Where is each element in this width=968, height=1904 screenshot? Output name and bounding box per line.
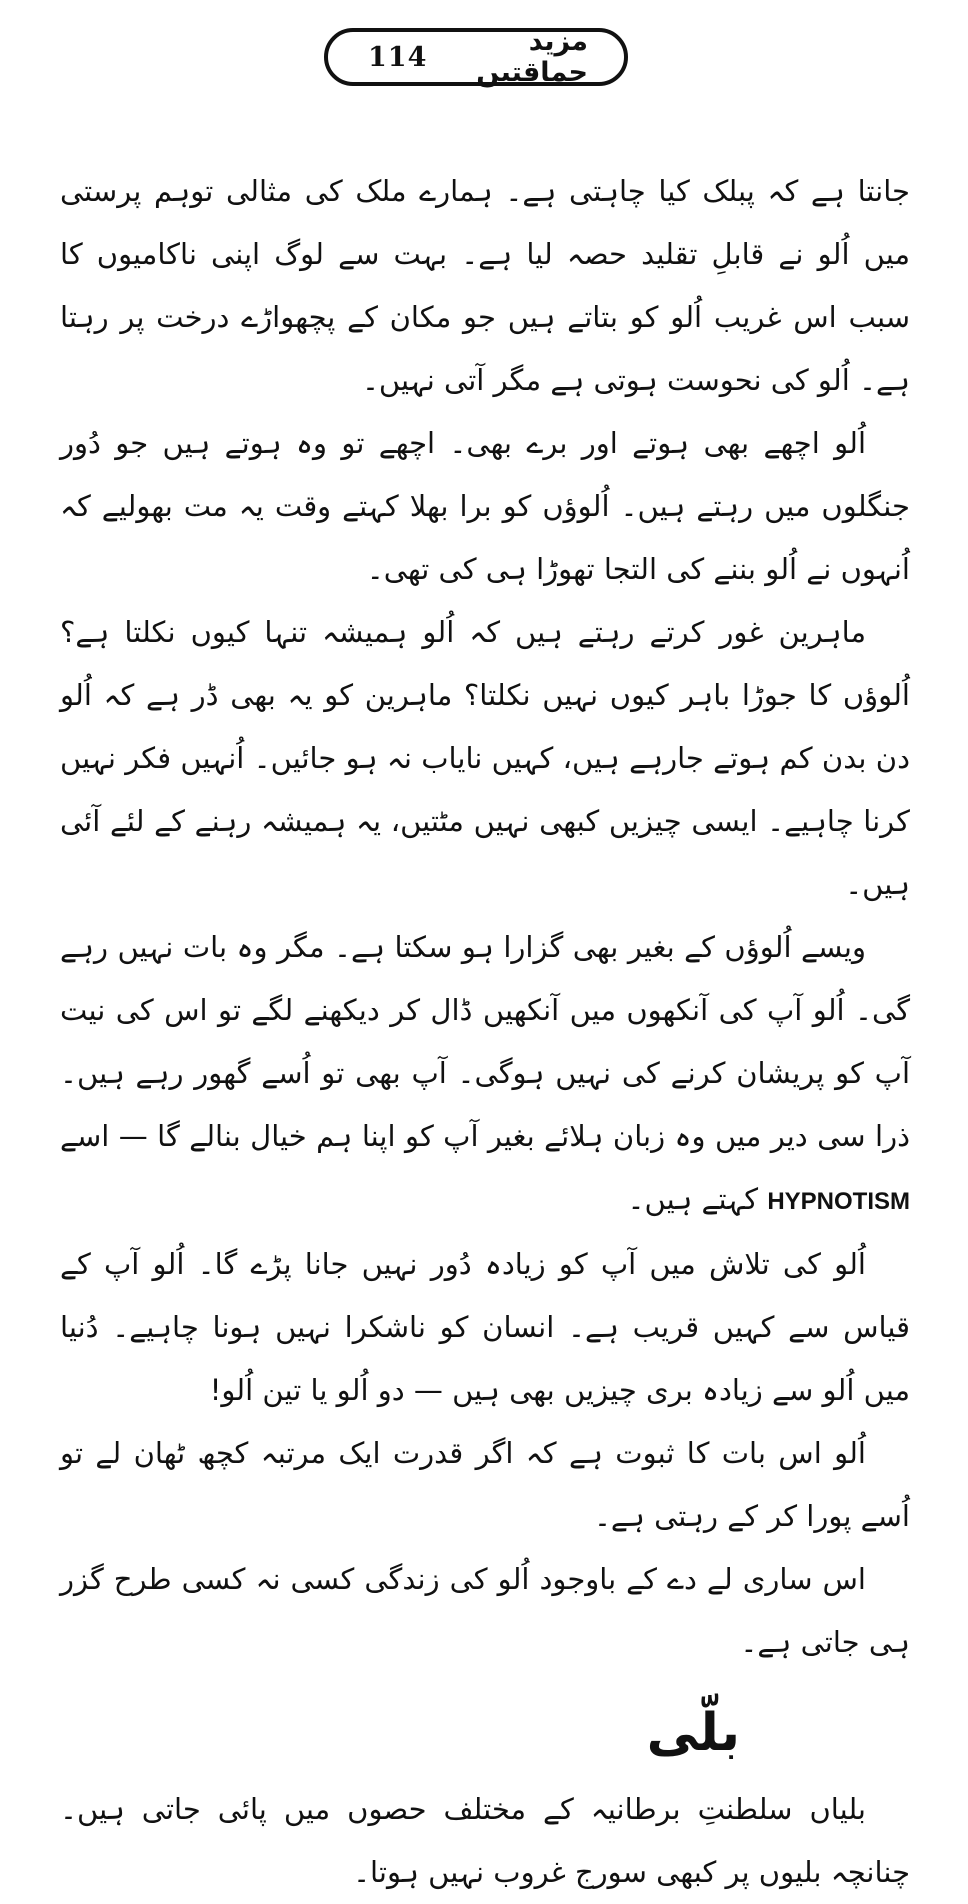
paragraph-4 bbox=[60, 916, 910, 1233]
paragraph-1: جانتا ہے کہ پبلک کیا چاہتی ہے۔ ہمارے ملک کی مثالی توہم پرستی میں اُلو نے قابلِ تقلید حصہ لیا ہے۔ بہت سے لوگ اپنی ناکامیوں کا سبب اس غریب اُلو کو بتاتے ہیں جو مکان کے پچھواڑے درخت پر رہتا ہے۔ اُلو کی نحوست ہوتی ہے مگر آتی نہیں۔ bbox=[60, 174, 910, 397]
section-paragraph: بلیاں سلطنتِ برطانیہ کے مختلف حصوں میں پائی جاتی ہیں۔ چنانچہ بلیوں پر کبھی سورج غروب نہیں ہوتا۔ bbox=[60, 1792, 910, 1889]
paragraph-4-text-end: کہتے ہیں۔ bbox=[627, 1182, 768, 1216]
paragraph-3: ماہرین غور کرتے رہتے ہیں کہ اُلو ہمیشہ تنہا کیوں نکلتا ہے؟ اُلوؤں کا جوڑا باہر کیوں نہیں نکلتا؟ ماہرین کو یہ بھی ڈر ہے کہ اُلو دن بدن کم ہوتے جارہے ہیں، کہیں نایاب نہ ہو جائیں۔ اُنہیں فکر نہیں کرنا چاہیے۔ ایسی چیزیں کبھی نہیں مٹتیں، یہ ہمیشہ رہنے کے لئے آئی ہیں۔ bbox=[60, 615, 910, 901]
page-number: 114 bbox=[368, 41, 428, 73]
running-header bbox=[324, 28, 628, 86]
paragraph-5: اُلو کی تلاش میں آپ کو زیادہ دُور نہیں جانا پڑے گا۔ اُلو آپ کے قیاس سے کہیں قریب ہے۔ انسان کو ناشکرا نہیں ہونا چاہیے۔ دُنیا میں اُلو سے زیادہ بری چیزیں بھی ہیں — دو اُلو یا تین اُلو! bbox=[60, 1247, 910, 1407]
section-heading: بلّی bbox=[646, 1703, 740, 1763]
paragraph-4-text: ویسے اُلوؤں کے بغیر بھی گزارا ہو سکتا ہے۔ مگر وہ بات نہیں رہے گی۔ اُلو آپ کی آنکھوں میں آنکھیں ڈال کر دیکھنے لگے تو اس کی نیت آپ کو پریشان کرنے کی نہیں ہوگی۔ آپ بھی تو اُسے گھور رہے ہیں۔ ذرا سی دیر میں وہ زبان ہلائے بغیر آپ کو اپنا ہم خیال بنالے گا — اسے bbox=[60, 930, 910, 1153]
hypnotism-term: HYPNOTISM bbox=[767, 1188, 910, 1215]
paragraph-6: اُلو اس بات کا ثبوت ہے کہ اگر قدرت ایک مرتبہ کچھ ٹھان لے تو اُسے پورا کر کے رہتی ہے۔ bbox=[60, 1436, 910, 1533]
paragraph-7: اس ساری لے دے کے باوجود اُلو کی زندگی کسی نہ کسی طرح گزر ہی جاتی ہے۔ bbox=[60, 1562, 910, 1659]
paragraph-2: اُلو اچھے بھی ہوتے اور برے بھی۔ اچھے تو وہ ہوتے ہیں جو دُور جنگلوں میں رہتے ہیں۔ اُلوؤں کو برا بھلا کہتے وقت یہ مت بھولیے کہ اُنہوں نے اُلو بننے کی التجا تھوڑا ہی کی تھی۔ bbox=[60, 426, 910, 586]
page-body bbox=[60, 160, 910, 1904]
book-title: مزید حماقتیں bbox=[476, 26, 588, 88]
